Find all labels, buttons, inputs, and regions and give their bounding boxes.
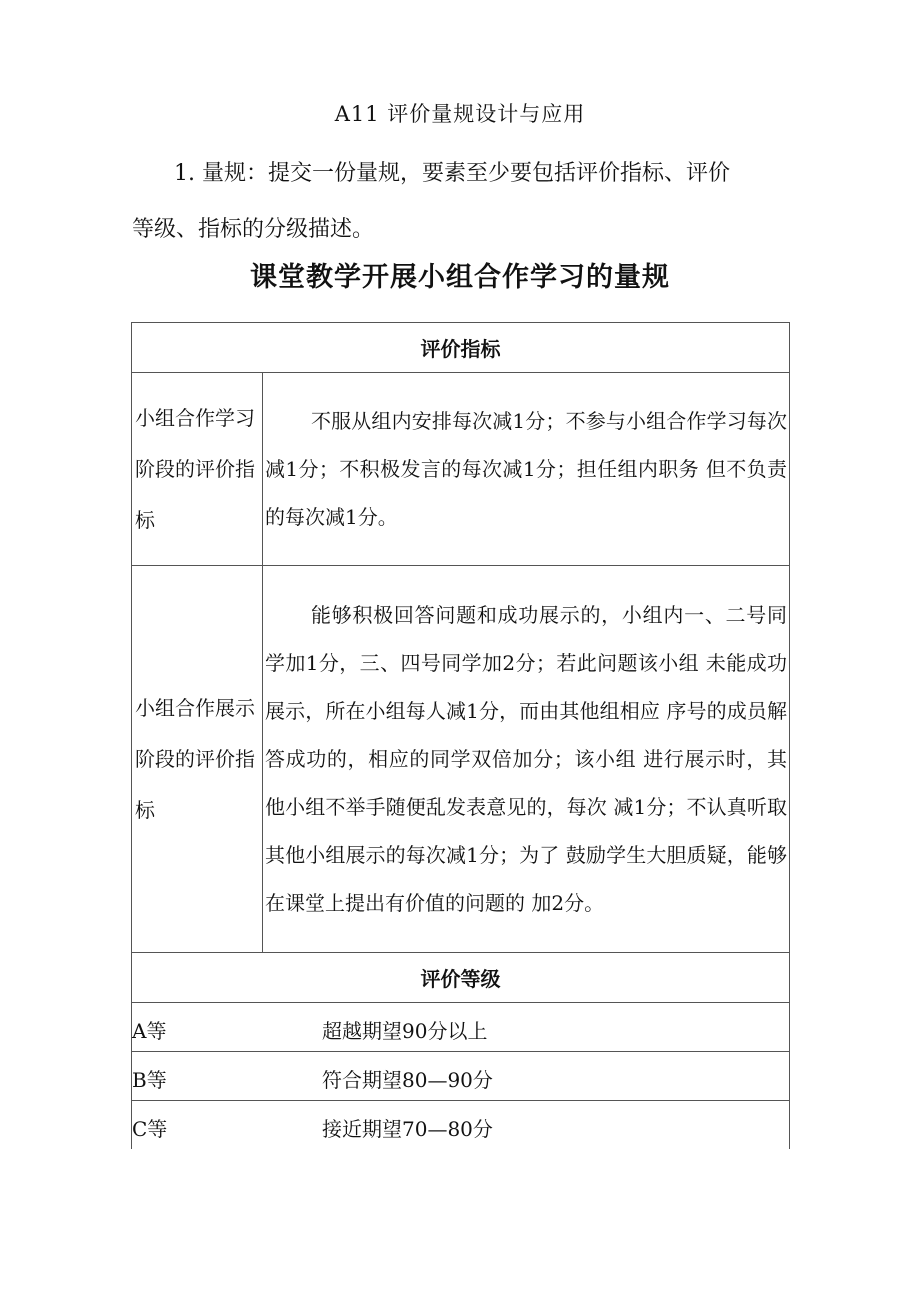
indicator-header: 评价指标 (132, 323, 790, 373)
grade-level: C等 (132, 1117, 168, 1141)
indicator-description: 不服从组内安排每次减1分；不参与小组合作学习每次减1分；不积极发言的每次减1分；担任组内职务 但不负责的每次减1分。 (265, 409, 787, 529)
grade-level: A等 (132, 1019, 167, 1043)
rubric-title: 课堂教学开展小组合作学习的量规 (250, 262, 670, 293)
grade-row (132, 1052, 790, 1101)
grade-cell (132, 1003, 790, 1052)
grade-range: 接近期望70—80分 (322, 1117, 493, 1141)
grade-level: B等 (132, 1068, 167, 1092)
document-heading: A11 评价量规设计与应用 (334, 102, 586, 126)
grade-header: 评价等级 (132, 953, 790, 1003)
indicator-row (132, 373, 790, 566)
intro-line-1: 1. 量规：提交一份量规，要素至少要包括评价指标、评价 (174, 161, 730, 186)
rubric-table (131, 322, 790, 1149)
grade-cell (132, 1101, 790, 1150)
indicator-row (132, 566, 790, 953)
indicator-label: 小组合作展示阶段的评价指标 (132, 566, 263, 953)
indicator-description: 能够积极回答问题和成功展示的，小组内一、二号同学加1分，三、四号同学加2分；若此问题该小组 未能成功展示，所在小组每人减1分，而由其他组相应 序号的成员解答成功的，相应的同学双倍加分；该小组 进行展示时，其他小组不举手随便乱发表意见的，每次 减1分；不认真听取其他小组展示的每次减1分；为了 鼓励学生大胆质疑，能够在课堂上提出有价值的问题的 加2分。 (265, 603, 787, 915)
indicator-description-cell (263, 373, 790, 566)
indicator-description-cell (263, 566, 790, 953)
grade-row (132, 1003, 790, 1052)
intro-paragraph (132, 146, 772, 258)
indicator-header-row (132, 323, 790, 373)
intro-line-2: 等级、指标的分级描述。 (132, 217, 375, 242)
indicator-label: 小组合作学习阶段的评价指标 (132, 373, 263, 566)
grade-row (132, 1101, 790, 1150)
grade-cell (132, 1052, 790, 1101)
grade-range: 符合期望80—90分 (322, 1068, 493, 1092)
grade-header-row (132, 953, 790, 1003)
grade-range: 超越期望90分以上 (322, 1019, 488, 1043)
